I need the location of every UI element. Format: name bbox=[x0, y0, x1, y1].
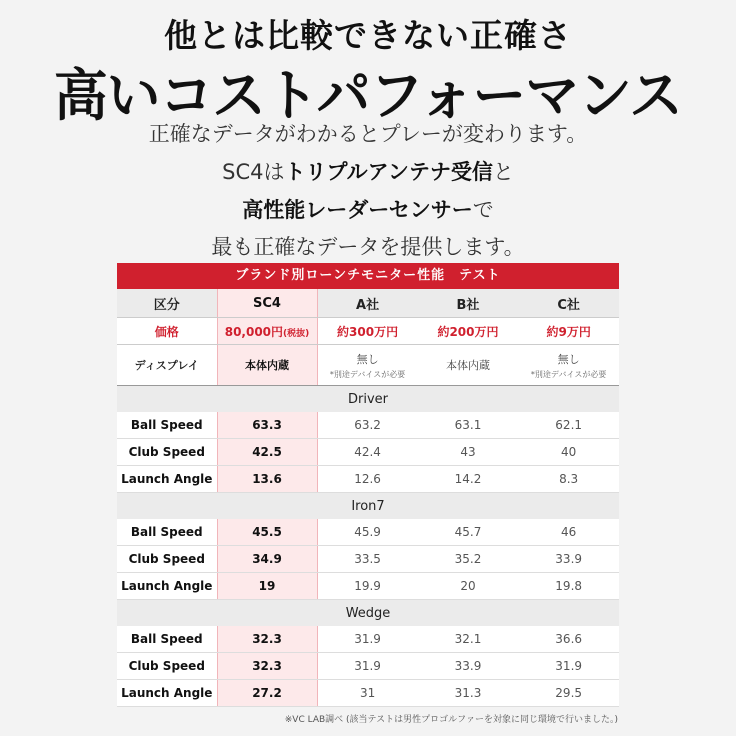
header-cell: C社 bbox=[518, 289, 619, 318]
row-label: Club Speed bbox=[117, 653, 217, 680]
value-cell: 62.1 bbox=[518, 412, 619, 439]
price-tax-note: (税抜) bbox=[283, 328, 310, 339]
value-cell: 31.9 bbox=[518, 653, 619, 680]
header-cell: A社 bbox=[317, 289, 418, 318]
price-row bbox=[117, 318, 619, 345]
value-cell: 36.6 bbox=[518, 626, 619, 653]
display-note: *別途デバイスが必要 bbox=[530, 369, 607, 379]
header-cell: B社 bbox=[418, 289, 519, 318]
row-label: Ball Speed bbox=[117, 519, 217, 546]
sc4-value-cell: 13.6 bbox=[217, 466, 317, 493]
value-cell: 14.2 bbox=[418, 466, 519, 493]
display-row bbox=[117, 345, 619, 386]
header-cell-sc4: SC4 bbox=[217, 289, 317, 318]
value-cell: 32.1 bbox=[418, 626, 519, 653]
intro-emphasis: 高性能レーダーセンサー bbox=[242, 198, 473, 222]
footnote: ※VC LAB調べ (該当テストは男性プロゴルファーを対象に同じ環境で行いました。) bbox=[284, 715, 618, 725]
value-cell: 45.9 bbox=[317, 519, 418, 546]
display-cell bbox=[418, 345, 519, 386]
table-row bbox=[117, 653, 619, 680]
row-label: Club Speed bbox=[117, 439, 217, 466]
value-cell: 42.4 bbox=[317, 439, 418, 466]
display-cell bbox=[317, 345, 418, 386]
section-header-driver bbox=[117, 386, 619, 413]
table-row bbox=[117, 680, 619, 707]
intro-line-3 bbox=[0, 194, 736, 224]
price-cell: 約200万円 bbox=[418, 318, 519, 345]
section-title: Iron7 bbox=[117, 493, 619, 520]
value-cell: 12.6 bbox=[317, 466, 418, 493]
price-cell: 約9万円 bbox=[518, 318, 619, 345]
row-label: Ball Speed bbox=[117, 412, 217, 439]
row-label: Launch Angle bbox=[117, 680, 217, 707]
comparison-table bbox=[117, 263, 619, 707]
intro-line-4: 最も正確なデータを提供します。 bbox=[211, 235, 525, 259]
display-sc4 bbox=[217, 345, 317, 386]
section-header-wedge bbox=[117, 600, 619, 627]
value-cell: 43 bbox=[418, 439, 519, 466]
table-row bbox=[117, 546, 619, 573]
display-value: 無し bbox=[356, 352, 379, 366]
sc4-value-cell: 27.2 bbox=[217, 680, 317, 707]
table-row bbox=[117, 412, 619, 439]
display-cell bbox=[518, 345, 619, 386]
value-cell: 45.7 bbox=[418, 519, 519, 546]
intro-text: で bbox=[472, 198, 494, 222]
value-cell: 33.5 bbox=[317, 546, 418, 573]
intro-line-2 bbox=[0, 156, 736, 186]
sc4-value-cell: 32.3 bbox=[217, 653, 317, 680]
intro-text: と bbox=[492, 160, 514, 184]
row-label: Ball Speed bbox=[117, 626, 217, 653]
value-cell: 31.9 bbox=[317, 653, 418, 680]
price-cell: 約300万円 bbox=[317, 318, 418, 345]
row-label: Launch Angle bbox=[117, 573, 217, 600]
value-cell: 33.9 bbox=[418, 653, 519, 680]
sc4-value-cell: 19 bbox=[217, 573, 317, 600]
display-value: 無し bbox=[557, 352, 580, 366]
value-cell: 19.9 bbox=[317, 573, 418, 600]
value-cell: 31.3 bbox=[418, 680, 519, 707]
display-note: *別途デバイスが必要 bbox=[329, 369, 406, 379]
sc4-value-cell: 32.3 bbox=[217, 626, 317, 653]
sc4-value-cell: 34.9 bbox=[217, 546, 317, 573]
sc4-value-cell: 63.3 bbox=[217, 412, 317, 439]
table-row bbox=[117, 626, 619, 653]
value-cell: 33.9 bbox=[518, 546, 619, 573]
value-cell: 63.1 bbox=[418, 412, 519, 439]
header-row bbox=[117, 289, 619, 318]
section-title: Driver bbox=[117, 386, 619, 413]
headline-top: 他とは比較できない正確さ bbox=[164, 16, 572, 55]
display-label: ディスプレイ bbox=[117, 345, 217, 386]
value-cell: 20 bbox=[418, 573, 519, 600]
display-value: 本体内蔵 bbox=[245, 359, 289, 372]
intro-text: SC4は bbox=[222, 160, 285, 184]
display-value: 本体内蔵 bbox=[445, 359, 490, 372]
comparison-grid bbox=[117, 289, 619, 707]
table-row bbox=[117, 573, 619, 600]
price-value: 80,000円 bbox=[224, 324, 284, 339]
intro-line-1: 正確なデータがわかるとプレーが変わります。 bbox=[148, 122, 588, 146]
value-cell: 31 bbox=[317, 680, 418, 707]
row-label: Club Speed bbox=[117, 546, 217, 573]
value-cell: 40 bbox=[518, 439, 619, 466]
value-cell: 19.8 bbox=[518, 573, 619, 600]
table-row bbox=[117, 439, 619, 466]
header-cell: 区分 bbox=[117, 289, 217, 318]
table-row bbox=[117, 466, 619, 493]
value-cell: 8.3 bbox=[518, 466, 619, 493]
section-title: Wedge bbox=[117, 600, 619, 627]
intro-emphasis: トリプルアンテナ受信 bbox=[284, 160, 493, 184]
value-cell: 35.2 bbox=[418, 546, 519, 573]
table-banner: ブランド別ローンチモニター性能 テスト bbox=[117, 263, 619, 289]
price-label: 価格 bbox=[117, 318, 217, 345]
value-cell: 29.5 bbox=[518, 680, 619, 707]
sc4-value-cell: 45.5 bbox=[217, 519, 317, 546]
value-cell: 31.9 bbox=[317, 626, 418, 653]
table-row bbox=[117, 519, 619, 546]
price-sc4 bbox=[217, 318, 317, 345]
sections-body bbox=[117, 386, 619, 707]
headline-main: 高いコストパフォーマンス bbox=[53, 64, 683, 129]
value-cell: 63.2 bbox=[317, 412, 418, 439]
section-header-iron7 bbox=[117, 493, 619, 520]
sc4-value-cell: 42.5 bbox=[217, 439, 317, 466]
value-cell: 46 bbox=[518, 519, 619, 546]
row-label: Launch Angle bbox=[117, 466, 217, 493]
